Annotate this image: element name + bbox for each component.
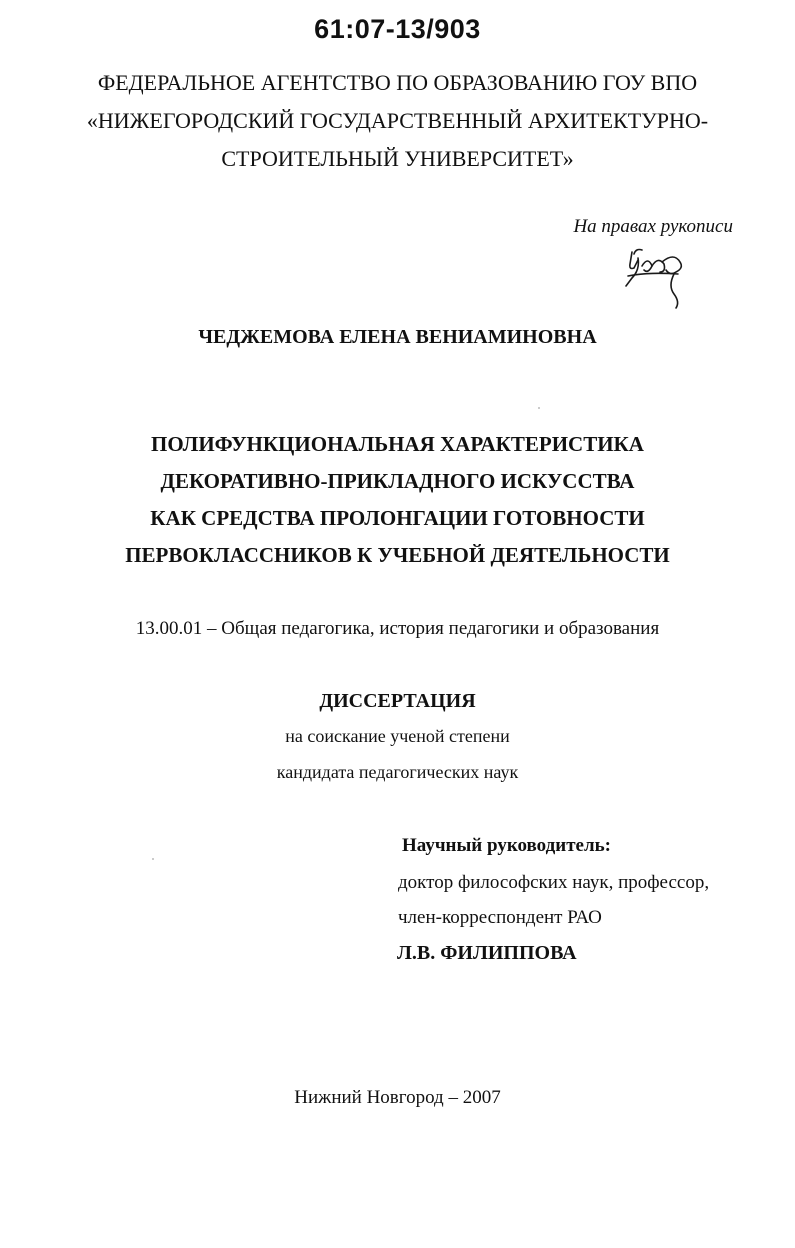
title-line-3: КАК СРЕДСТВА ПРОЛОНГАЦИИ ГОТОВНОСТИ <box>150 506 645 530</box>
catalog-number: 61:07-13/903 <box>314 14 481 44</box>
degree-line-2: кандидата педагогических наук <box>276 762 519 782</box>
title-line-1: ПОЛИФУНКЦИОНАЛЬНАЯ ХАРАКТЕРИСТИКА <box>151 432 644 456</box>
organization-line-2: «НИЖЕГОРОДСКИЙ ГОСУДАРСТВЕННЫЙ АРХИТЕКТУРНО- <box>86 108 709 133</box>
title-line-4: ПЕРВОКЛАССНИКОВ К УЧЕБНОЙ ДЕЯТЕЛЬНОСТИ <box>125 543 670 567</box>
supervisor-name: Л.В. ФИЛИППОВА <box>397 942 577 964</box>
degree-line-1: на соискание ученой степени <box>285 726 510 746</box>
supervisor-label: Научный руководитель: <box>402 835 611 856</box>
scan-speck <box>538 407 540 409</box>
organization-line-1: ФЕДЕРАЛЬНОЕ АГЕНТСТВО ПО ОБРАЗОВАНИЮ ГОУ ВПО <box>97 70 698 95</box>
signature-image <box>618 244 698 310</box>
specialty-code: 13.00.01 – Общая педагогика, история педагогики и образования <box>135 618 660 639</box>
place-and-year: Нижний Новгород – 2007 <box>294 1087 501 1108</box>
document-type: ДИССЕРТАЦИЯ <box>319 690 476 712</box>
scan-speck <box>152 858 154 860</box>
supervisor-degree: доктор философских наук, профессор, <box>398 872 710 893</box>
author-name: ЧЕДЖЕМОВА ЕЛЕНА ВЕНИАМИНОВНА <box>198 326 597 348</box>
organization-line-3: СТРОИТЕЛЬНЫЙ УНИВЕРСИТЕТ» <box>221 146 574 171</box>
supervisor-title: член-корреспондент РАО <box>398 907 602 928</box>
manuscript-rights-note: На правах рукописи <box>573 216 733 237</box>
title-line-2: ДЕКОРАТИВНО-ПРИКЛАДНОГО ИСКУССТВА <box>160 469 635 493</box>
